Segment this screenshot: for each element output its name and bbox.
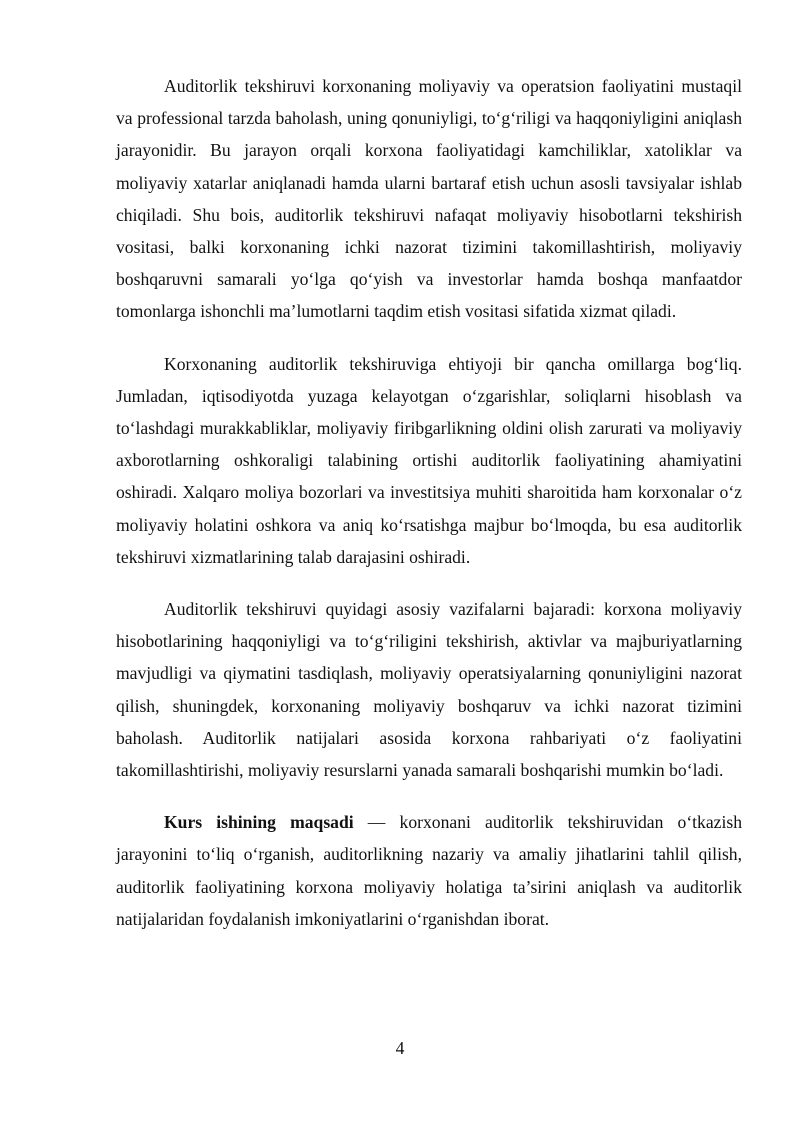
- document-page: [116, 70, 742, 935]
- paragraph-course-purpose: [116, 806, 742, 935]
- paragraph-audit-need: Korxonaning auditorlik tekshiruviga ehtiyoji bir qancha omillarga bog‘liq. Jumladan, iqtisodiyotda yuzaga kelayotgan o‘zgarishlar, soliqlarni hisoblash va to‘lashdagi murakkabliklar, moliyaviy firibgarlikning oldini olish zarurati va moliyaviy axborotlarning oshkoraligi talabining ortishi auditorlik faoliyatining ahamiyatini oshiradi. Xalqaro moliya bozorlari va investitsiya muhiti sharoitida ham korxonalar o‘z moliyaviy holatini oshkora va aniq ko‘rsatishga majbur bo‘lmoqda, bu esa auditorlik tekshiruvi xizmatlarining talab darajasini oshiradi.: [116, 353, 742, 567]
- paragraph-audit-tasks: Auditorlik tekshiruvi quyidagi asosiy vazifalarni bajaradi: korxona moliyaviy hisobotlarining haqqoniyligi va to‘g‘riligini tekshirish, aktivlar va majburiyatlarning mavjudligi va qiymatini tasdiqlash, moliyaviy operatsiyalarning qonuniyligini nazorat qilish, shuningdek, korxonaning moliyaviy boshqaruv va ichki nazorat tizimini baholash. Auditorlik natijalari asosida korxona rahbariyati o‘z faoliyatini takomillashtirishi, moliyaviy resurslarni yanada samarali boshqarishi mumkin bo‘ladi.: [116, 599, 742, 781]
- course-purpose-lead: Kurs ishining maqsadi: [164, 812, 354, 833]
- paragraph-audit-definition: Auditorlik tekshiruvi korxonaning moliyaviy va operatsion faoliyatini mustaqil va professional tarzda baholash, uning qonuniyligi, to‘g‘riligi va haqqoniyligini aniqlash jarayonidir. Bu jarayon orqali korxona faoliyatidagi kamchiliklar, xatoliklar va moliyaviy xatarlar aniqlanadi hamda ularni bartaraf etish uchun asosli tavsiyalar ishlab chiqiladi. Shu bois, auditorlik tekshiruvi nafaqat moliyaviy hisobotlarni tekshirish vositasi, balki korxonaning ichki nazorat tizimini takomillashtirish, moliyaviy boshqaruvni samarali yo‘lga qo‘yish va investorlar hamda boshqa manfaatdor tomonlarga ishonchli ma’lumotlarni taqdim etish vositasi sifatida xizmat qiladi.: [116, 76, 742, 322]
- page-number: 4: [395, 1038, 405, 1058]
- course-purpose-text: — korxonani auditorlik tekshiruvidan o‘tkazish jarayonini to‘liq o‘rganish, auditorlikning nazariy va amaliy jihatlarini tahlil qilish, auditorlik faoliyatining korxona moliyaviy holatiga ta’sirini aniqlash va auditorlik natijalaridan foydalanish imkoniyatlarini o‘rganishdan iborat.: [116, 812, 743, 929]
